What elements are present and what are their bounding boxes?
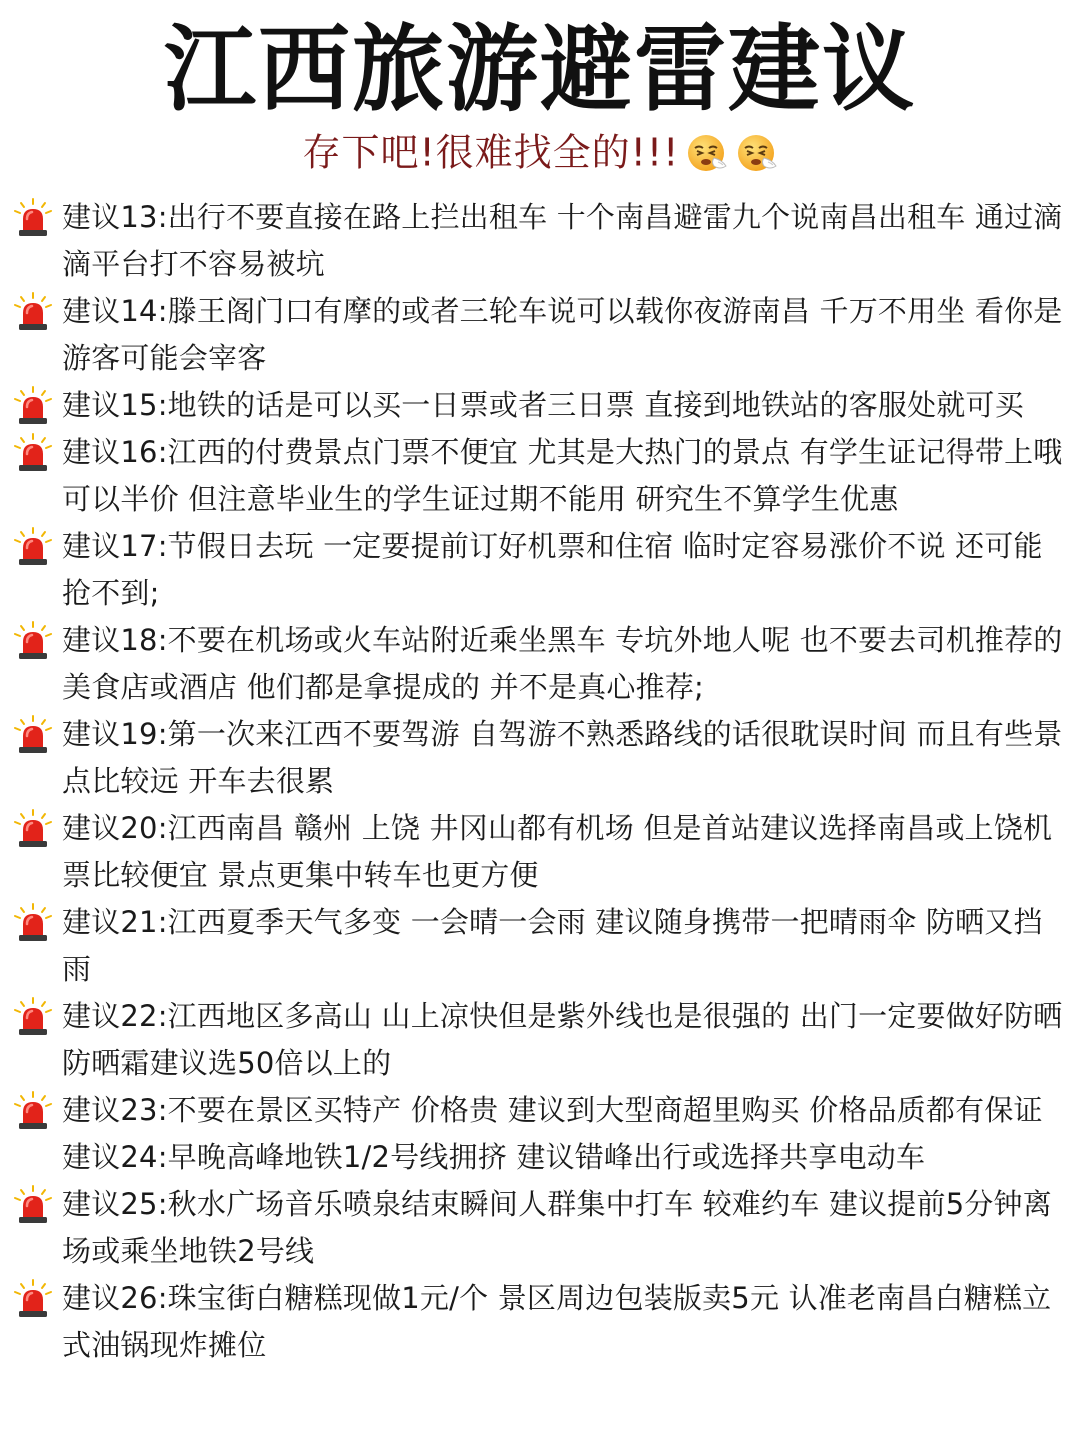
advice-text: 建议13:出行不要直接在路上拦出租车 十个南昌避雷九个说南昌出租车 通过滴滴平台打不容易被坑	[62, 200, 1063, 281]
page-title: 江西旅游避雷建议	[163, 14, 916, 125]
police-light-icon	[12, 621, 54, 661]
advice-item	[0, 993, 1080, 1087]
advice-text: 建议16:江西的付费景点门票不便宜 尤其是大热门的景点 有学生证记得带上哦 可以半价 但注意毕业生的学生证过期不能用 研究生不算学生优惠	[62, 435, 1063, 516]
advice-item	[0, 1087, 1080, 1134]
police-light-icon	[12, 997, 54, 1037]
police-light-icon	[12, 433, 54, 473]
sneezing-face-icon	[736, 132, 778, 174]
police-light-icon	[12, 386, 54, 426]
advice-text: 建议26:珠宝街白糖糕现做1元/个 景区周边包装版卖5元 认准老南昌白糖糕立式油锅现炸摊位	[62, 1281, 1052, 1362]
advice-item	[0, 711, 1080, 805]
advice-item	[0, 1181, 1080, 1275]
advice-text: 建议19:第一次来江西不要驾游 自驾游不熟悉路线的话很耽误时间 而且有些景点比较远 开车去很累	[62, 717, 1063, 798]
advice-item	[0, 1275, 1080, 1369]
advice-text: 建议18:不要在机场或火车站附近乘坐黑车 专坑外地人呢 也不要去司机推荐的美食店或酒店 他们都是拿提成的 并不是真心推荐;	[62, 623, 1063, 704]
advice-text: 建议24:早晚高峰地铁1/2号线拥挤 建议错峰出行或选择共享电动车	[62, 1140, 926, 1174]
police-light-icon	[12, 292, 54, 332]
subtitle: 存下吧!很难找全的!!!	[302, 130, 680, 175]
advice-text: 建议17:节假日去玩 一定要提前订好机票和住宿 临时定容易涨价不说 还可能抢不到;	[62, 529, 1043, 610]
advice-item	[0, 382, 1080, 429]
advice-text: 建议14:滕王阁门口有摩的或者三轮车说可以载你夜游南昌 千万不用坐 看你是游客可能会宰客	[62, 294, 1063, 375]
sneezing-face-icon	[686, 132, 728, 174]
advice-item	[0, 805, 1080, 899]
advice-text: 建议25:秋水广场音乐喷泉结束瞬间人群集中打车 较难约车 建议提前5分钟离场或乘坐地铁2号线	[62, 1187, 1052, 1268]
police-light-icon	[12, 1279, 54, 1319]
advice-item	[0, 429, 1080, 523]
police-light-icon	[12, 715, 54, 755]
police-light-icon	[12, 903, 54, 943]
advice-text: 建议23:不要在景区买特产 价格贵 建议到大型商超里购买 价格品质都有保证	[62, 1093, 1043, 1127]
advice-item	[0, 899, 1080, 993]
advice-list	[0, 194, 1080, 1369]
police-light-icon	[12, 527, 54, 567]
advice-item	[0, 1134, 1080, 1181]
advice-item	[0, 523, 1080, 617]
police-light-icon	[12, 809, 54, 849]
advice-item	[0, 617, 1080, 711]
subtitle-row	[0, 124, 1080, 180]
advice-text: 建议21:江西夏季天气多变 一会晴一会雨 建议随身携带一把晴雨伞 防晒又挡雨	[62, 905, 1043, 986]
advice-text: 建议20:江西南昌 赣州 上饶 井冈山都有机场 但是首站建议选择南昌或上饶机票比较便宜 景点更集中转车也更方便	[62, 811, 1053, 892]
police-light-icon	[12, 198, 54, 238]
advice-text: 建议15:地铁的话是可以买一日票或者三日票 直接到地铁站的客服处就可买	[62, 388, 1024, 422]
police-light-icon	[12, 1185, 54, 1225]
advice-item	[0, 288, 1080, 382]
advice-text: 建议22:江西地区多高山 山上凉快但是紫外线也是很强的 出门一定要做好防晒 防晒霜建议选50倍以上的	[62, 999, 1063, 1080]
advice-item	[0, 194, 1080, 288]
police-light-icon	[12, 1091, 54, 1131]
